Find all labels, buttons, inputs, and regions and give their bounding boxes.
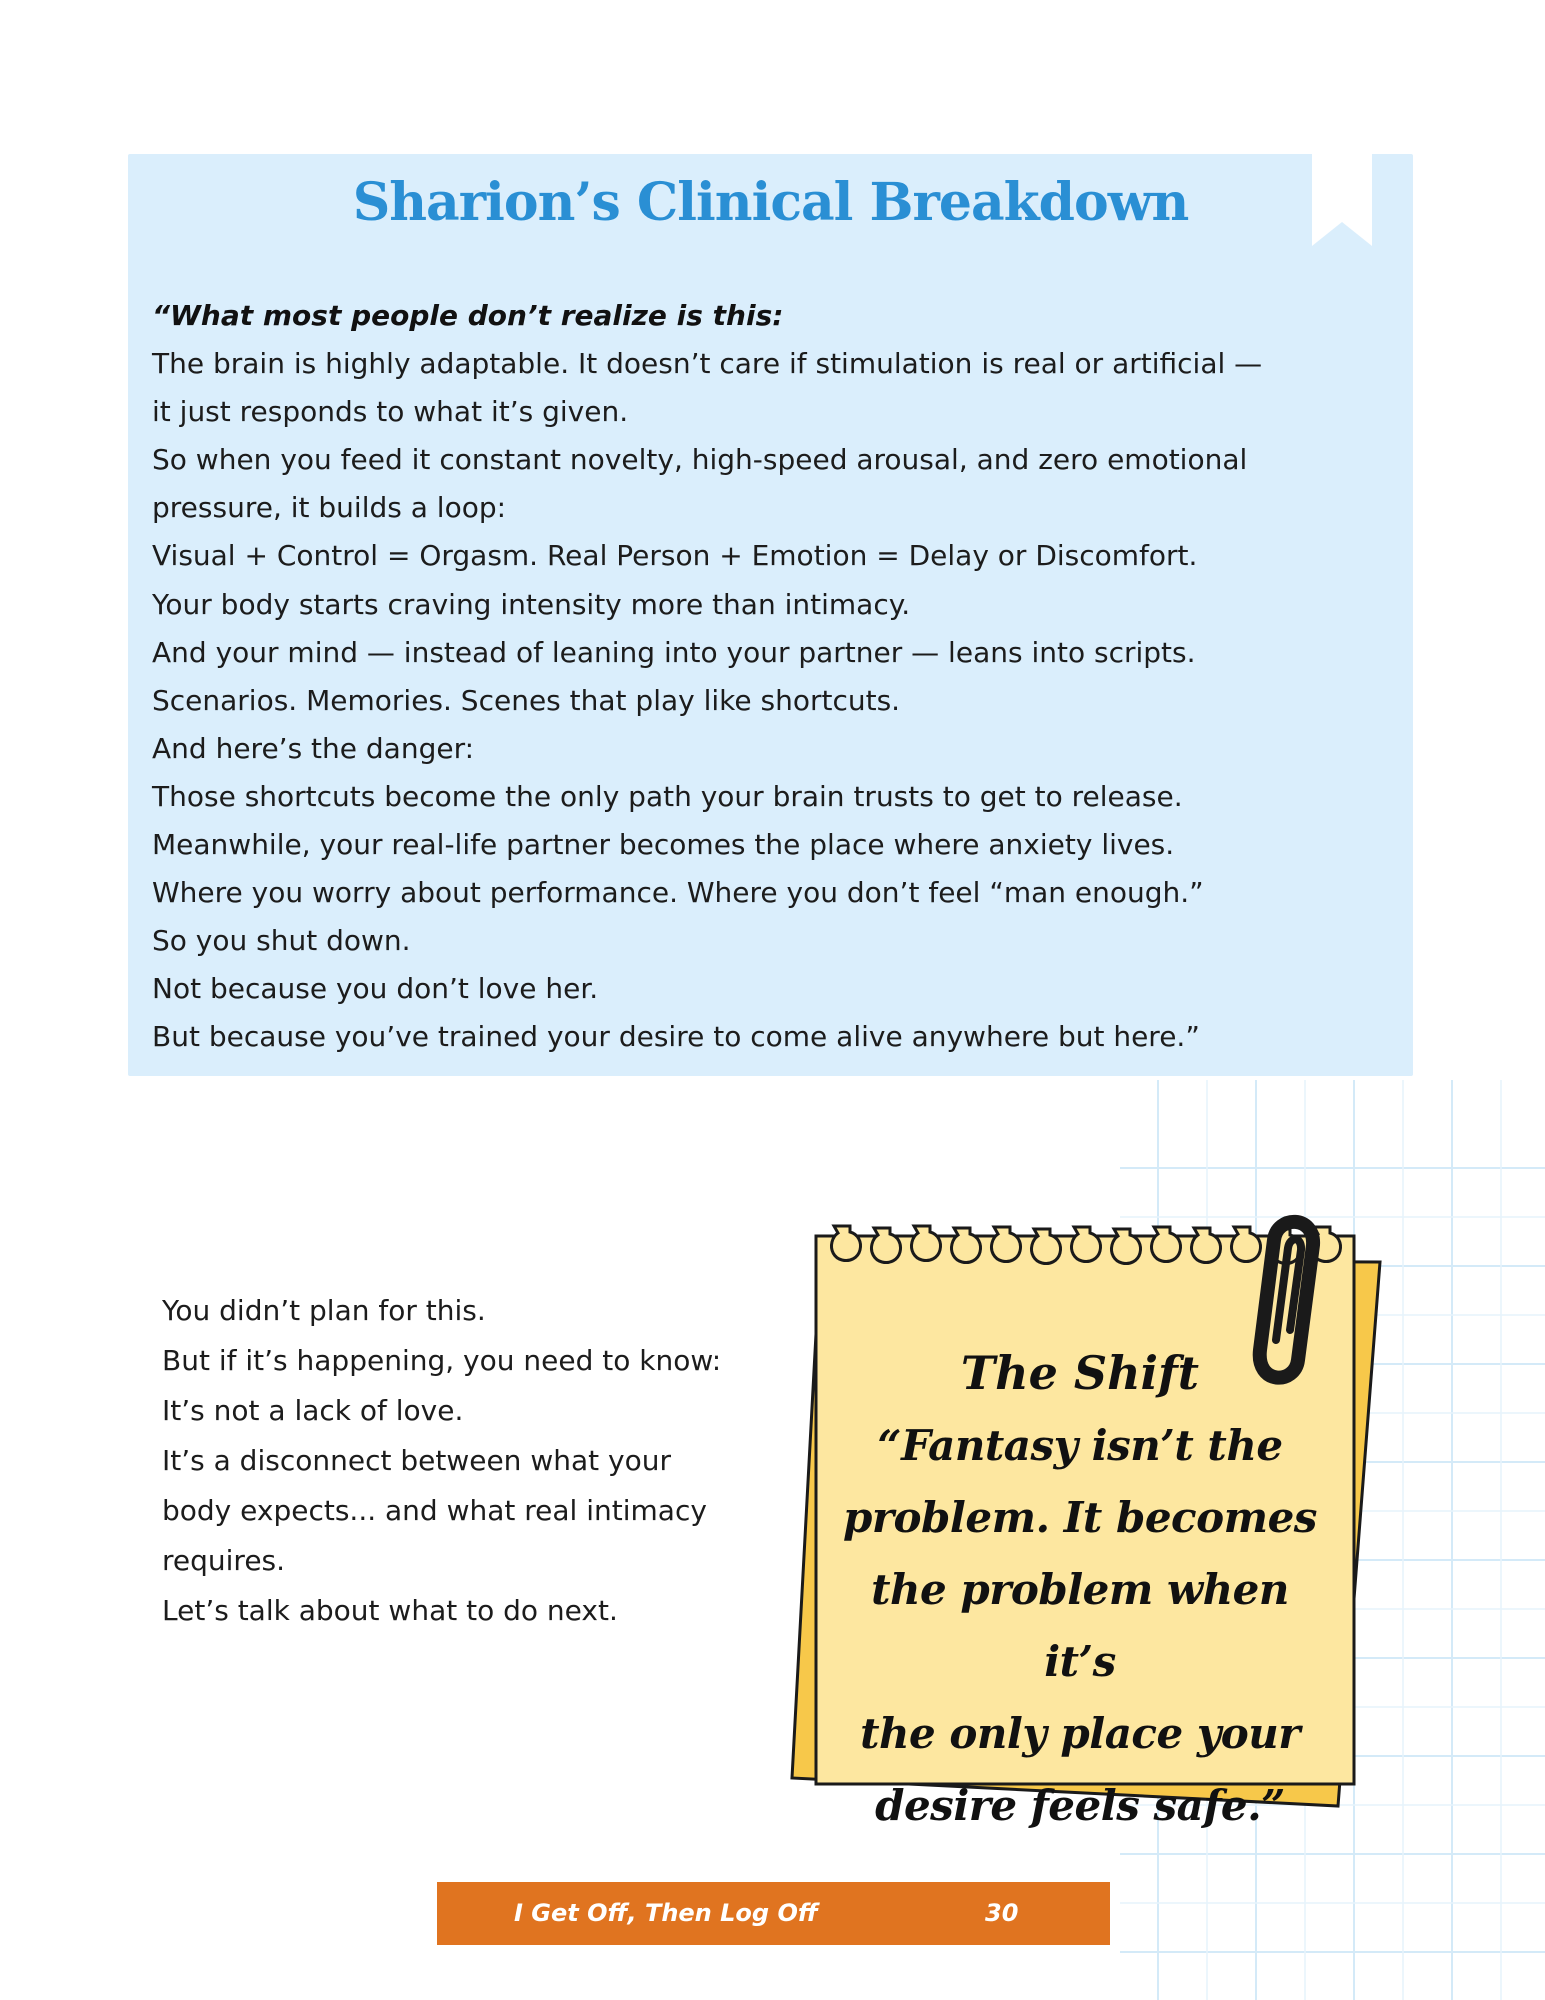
note-quote-line: the problem when it’s [871, 1565, 1289, 1686]
body-line: It’s not a lack of love. [162, 1394, 464, 1427]
breakdown-line: Not because you don’t love her. [152, 972, 599, 1006]
sticky-note-text [840, 1336, 1320, 1842]
breakdown-line: Meanwhile, your real-life partner becomes the place where anxiety lives. [152, 828, 1175, 862]
breakdown-body [152, 292, 1332, 1062]
note-quote-line: the only place your [860, 1709, 1300, 1758]
breakdown-line: And here’s the danger: [152, 731, 475, 765]
breakdown-line: Those shortcuts become the only path your brain trusts to get to release. [152, 779, 1183, 813]
breakdown-line: Scenarios. Memories. Scenes that play like shortcuts. [152, 683, 901, 717]
breakdown-line: The brain is highly adaptable. It doesn’t care if stimulation is real or artificial — [152, 347, 1263, 381]
breakdown-line: Where you worry about performance. Where you don’t feel “man enough.” [152, 876, 1204, 910]
body-line: Let’s talk about what to do next. [162, 1594, 618, 1627]
breakdown-line: Visual + Control = Orgasm. Real Person + Emotion = Delay or Discomfort. [152, 539, 1198, 573]
breakdown-line: “What most people don’t realize is this: [152, 299, 784, 332]
footer-bar [437, 1882, 1110, 1945]
body-paragraph [162, 1286, 782, 1636]
breakdown-line: So when you feed it constant novelty, high-speed arousal, and zero emotional [152, 443, 1248, 477]
body-line: You didn’t plan for this. [162, 1294, 486, 1327]
body-line: body expects... and what real intimacy [162, 1494, 707, 1527]
breakdown-line: But because you’ve trained your desire to come alive anywhere but here.” [152, 1020, 1200, 1054]
note-quote-line: “Fantasy isn’t the [877, 1421, 1283, 1470]
breakdown-line: pressure, it builds a loop: [152, 491, 507, 525]
note-quote-line: problem. It becomes [843, 1493, 1317, 1542]
breakdown-line: it just responds to what it’s given. [152, 395, 629, 429]
footer-page-number: 30 [985, 1899, 1019, 1927]
breakdown-line: Your body starts craving intensity more than intimacy. [152, 587, 911, 621]
body-line: It’s a disconnect between what your [162, 1444, 671, 1477]
note-title: The Shift [960, 1346, 1200, 1400]
footer-book-title: I Get Off, Then Log Off [514, 1899, 818, 1927]
breakdown-line: And your mind — instead of leaning into your partner — leans into scripts. [152, 635, 1196, 669]
breakdown-line: So you shut down. [152, 924, 411, 958]
note-quote-line: desire feels safe.” [875, 1781, 1285, 1830]
body-line: But if it’s happening, you need to know: [162, 1344, 722, 1377]
body-line: requires. [162, 1544, 286, 1577]
breakdown-title: Sharion’s Clinical Breakdown [352, 172, 1189, 233]
